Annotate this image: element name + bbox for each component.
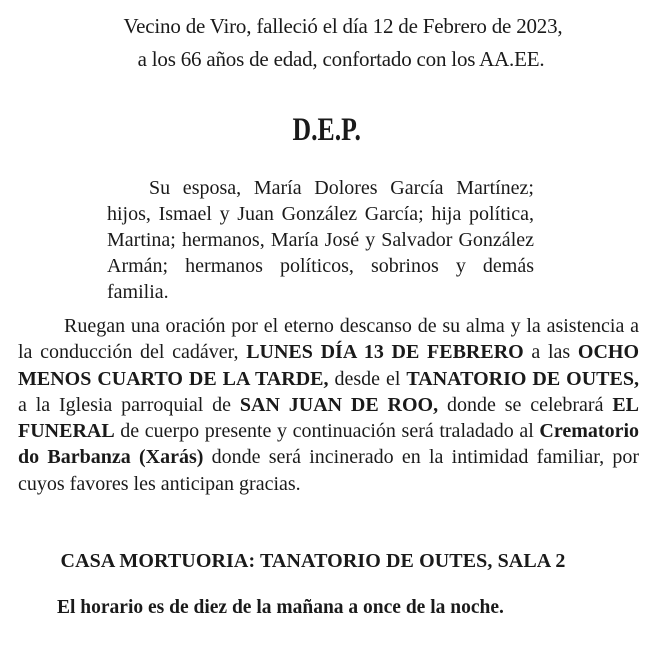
prayer-paragraph xyxy=(18,313,639,497)
funeral-label: EL FUNERAL xyxy=(18,393,639,443)
schedule-line: El horario es de diez de la mañana a once de la noche. xyxy=(57,597,504,618)
family-paragraph xyxy=(107,175,534,305)
crematorium-name: Crematorio do Barbanza (Xarás) xyxy=(18,420,639,469)
prayer-text-5: donde se celebrará xyxy=(438,393,613,416)
intro-line-1: Vecino de Viro, falleció el día 12 de Febrero de 2023, xyxy=(123,14,563,38)
prayer-text-1: Ruegan una oración por el eterno descanso de su alma y la asistencia a la conducción del cadáver, xyxy=(18,315,639,364)
intro-line-2: a los 66 años de edad, confortado con los AA.EE. xyxy=(137,47,545,71)
dep-heading: D.E.P. xyxy=(292,112,361,148)
prayer-text-4: a la Iglesia parroquial de xyxy=(18,393,240,416)
departure-place: TANATORIO DE OUTES, xyxy=(406,367,639,390)
prayer-text-3: desde el xyxy=(328,367,407,390)
prayer-text-2: a las xyxy=(523,341,578,364)
casa-mortuoria-text: CASA MORTUORIA: TANATORIO DE OUTES, SALA 2 xyxy=(60,550,566,572)
church-name: SAN JUAN DE ROO, xyxy=(239,393,439,416)
funeral-time: OCHO MENOS CUARTO DE LA TARDE, xyxy=(18,341,640,390)
prayer-text xyxy=(18,313,639,497)
funeral-date: LUNES DÍA 13 DE FEBRERO xyxy=(246,341,524,364)
casa-mortuoria-line xyxy=(0,550,650,573)
prayer-text-6: de cuerpo presente y continuación será traladado al xyxy=(114,420,540,443)
family-text: Su esposa, María Dolores García Martínez; hijos, Ismael y Juan González García; hija política, Martina; hermanos, María José y Salvador González Armán; hermanos políticos, sobrinos y demás familia. xyxy=(107,177,534,303)
prayer-text-7: donde será incinerado en la intimidad familiar, por cuyos favores les anticipan gracias. xyxy=(18,446,639,495)
